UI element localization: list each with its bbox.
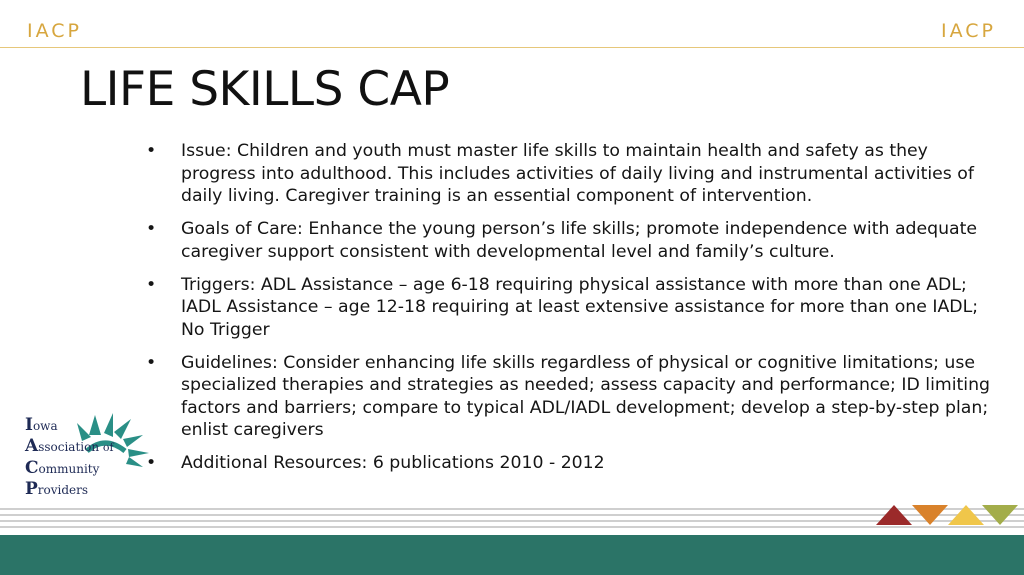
bullet-item-issue [146, 140, 994, 208]
bullet-item-guidelines [146, 352, 994, 442]
bullet-text: Goals of Care: Enhance the young person’s life skills; promote independence with adequate caregiver support consistent with developmental level and family’s culture. [181, 219, 978, 262]
bullet-marker: • [146, 219, 157, 239]
logo-wordmark: Iowa Association of Community Providers [25, 415, 114, 499]
triangle-yellow [948, 505, 984, 525]
slide-title: LIFE SKILLS CAP [80, 62, 450, 117]
header-divider [0, 47, 1024, 48]
bullet-item-triggers [146, 274, 994, 342]
footer-stripes [0, 508, 1024, 528]
bullet-marker: • [146, 453, 157, 473]
brand-left-label: IACP [27, 20, 82, 42]
triangle-decoration [876, 503, 1018, 527]
bullet-text: Issue: Children and youth must master life skills to maintain health and safety as they progress into adulthood. This includes activities of daily living and instrumental activities of daily living. Caregiver training is an essential component of intervention. [181, 141, 974, 206]
bullet-item-goals [146, 218, 994, 263]
brand-right-label: IACP [941, 20, 996, 42]
bullet-marker: • [146, 352, 157, 373]
bullet-text: Guidelines: Consider enhancing life skills regardless of physical or cognitive limitations; use specialized therapies and strategies as needed; assess capacity and performance; ID limiting factors and barriers; compare to typical ADL/IADL development; develop a step-by-step plan; enlist caregivers [181, 352, 991, 440]
footer-band [0, 535, 1024, 575]
bullet-marker: • [146, 274, 157, 295]
bullet-text: Triggers: ADL Assistance – age 6-18 requiring physical assistance with more than one ADL; IADL Assistance – age 12-18 requiring at least extensive assistance for more than one IADL; No Trigger [181, 274, 979, 340]
triangle-orange [912, 505, 948, 525]
bullet-list [146, 140, 994, 485]
triangle-green [982, 505, 1018, 525]
triangle-red [876, 505, 912, 525]
bullet-item-resources [146, 452, 994, 475]
bullet-text: Additional Resources: 6 publications 2010 - 2012 [181, 453, 605, 473]
bullet-marker: • [146, 141, 157, 161]
